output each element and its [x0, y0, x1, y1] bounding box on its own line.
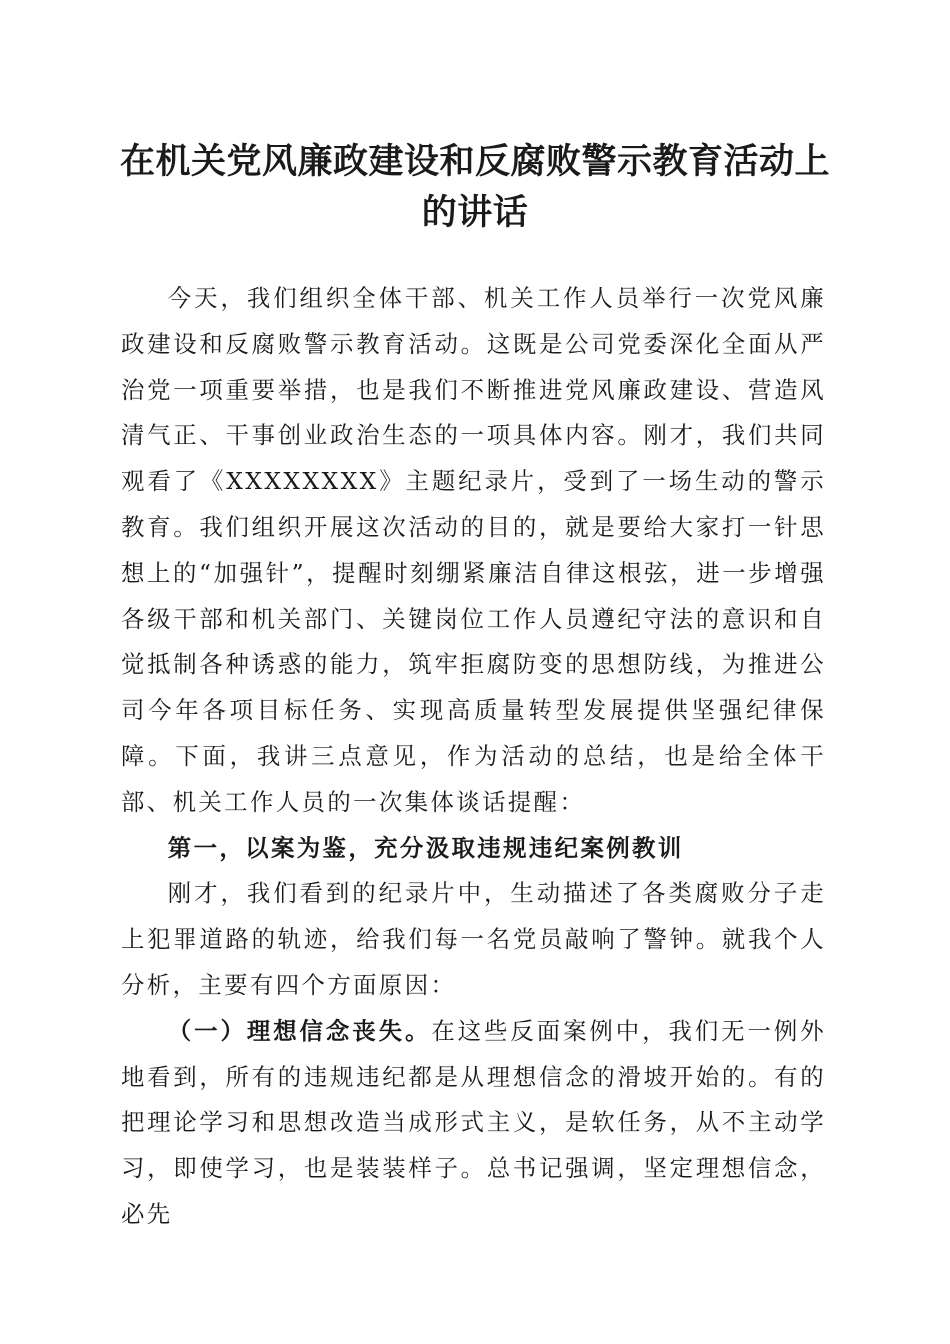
document-body	[121, 276, 826, 1238]
subsection-paragraph	[121, 1009, 826, 1238]
subsection-heading: （一）理想信念丧失。	[167, 1016, 432, 1045]
document-title: 在机关党风廉政建设和反腐败警示教育活动上的讲话	[119, 141, 830, 233]
intro-paragraph: 今天，我们组织全体干部、机关工作人员举行一次党风廉政建设和反腐败警示教育活动。这既是公司党委深化全面从严治党一项重要举措，也是我们不断推进党风廉政建设、营造风清气正、干事创业政治生态的一项具体内容。刚才，我们共同观看了《XXXXXXXX》主题纪录片，受到了一场生动的警示教育。我们组织开展这次活动的目的，就是要给大家打一针思想上的“加强针”，提醒时刻绷紧廉洁自律这根弦，进一步增强各级干部和机关部门、关键岗位工作人员遵纪守法的意识和自觉抵制各种诱惑的能力，筑牢拒腐防变的思想防线，为推进公司今年各项目标任务、实现高质量转型发展提供坚强纪律保障。下面，我讲三点意见，作为活动的总结，也是给全体干部、机关工作人员的一次集体谈话提醒：	[121, 284, 826, 816]
section-heading: 第一，以案为鉴，充分汲取违规违纪案例教训	[167, 833, 684, 862]
section-paragraph: 刚才，我们看到的纪录片中，生动描述了各类腐败分子走上犯罪道路的轨迹，给我们每一名党员敲响了警钟。就我个人分析，主要有四个方面原因：	[121, 879, 826, 999]
subsection-text: 在这些反面案例中，我们无一例外地看到，所有的违规违纪都是从理想信念的滑坡开始的。有的把理论学习和思想改造当成形式主义，是软任务，从不主动学习，即使学习，也是装装样子。总书记强调，坚定理想信念，必先	[121, 1016, 827, 1228]
